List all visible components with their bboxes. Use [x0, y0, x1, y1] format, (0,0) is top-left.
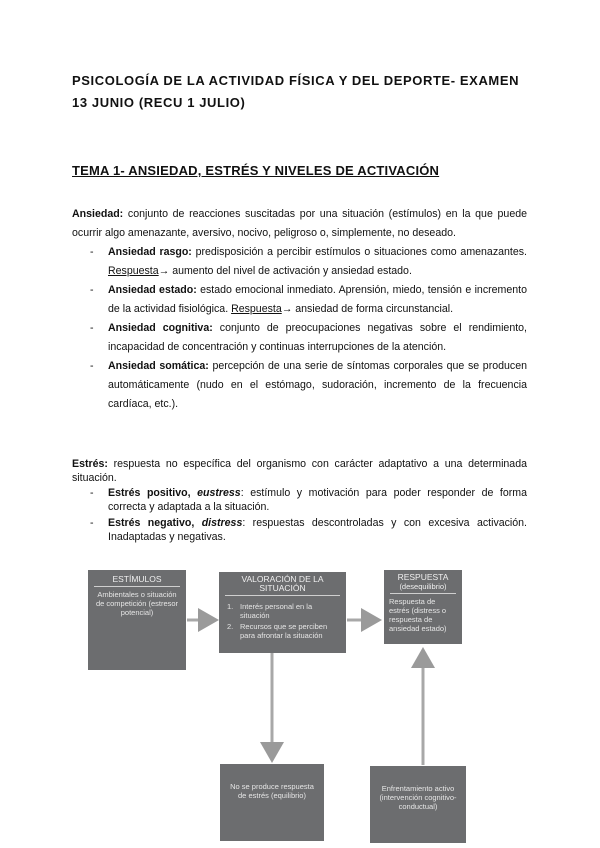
- box-respuesta: [384, 570, 462, 644]
- ansiedad-term: Ansiedad:: [72, 208, 124, 220]
- box-estimulos-body: Ambientales o situación de competición (estresor potencial): [95, 590, 179, 617]
- box-respuesta-subtitle: (desequilibrio): [390, 582, 456, 594]
- box-afrontamiento-body: Enfrentamiento activo (intervención cognitivo-conductual): [379, 784, 457, 811]
- section-heading-tema-1: TEMA 1- ANSIEDAD, ESTRÉS Y NIVELES DE ACTIVACIÓN: [72, 163, 440, 178]
- list-item: - Estrés positivo, eustress: estímulo y motivación para poder responder de forma correcta y adaptada a la situación.: [90, 487, 527, 513]
- list-item: - Ansiedad somática: percepción de una serie de síntomas corporales que se producen automáticamente (nudo en el estómago, sudoración, incremento de la frecuencia cardíaca, etc.).: [90, 360, 527, 410]
- list-item: - Estrés negativo, distress: respuestas descontroladas y con excesiva activación. Inadaptadas y negativas.: [90, 517, 528, 543]
- list-item: 1. Interés personal en la situación: [227, 602, 313, 620]
- estres-term: Estrés:: [72, 458, 108, 470]
- box-respuesta-body: Respuesta de estrés (distress o respuesta de ansiedad estado): [389, 597, 447, 633]
- page-title: PSICOLOGÍA DE LA ACTIVIDAD FÍSICA Y DEL DEPORTE- EXAMEN 13 JUNIO (RECU 1 JULIO): [72, 73, 520, 110]
- box-valoracion-title: VALORACIÓN DE LA SITUACIÓN: [225, 572, 340, 596]
- box-respuesta-title: RESPUESTA: [397, 572, 449, 582]
- box-estimulos: [88, 570, 186, 670]
- box-valoracion: [219, 572, 346, 653]
- box-valoracion-list: [219, 602, 346, 640]
- list-item: - Ansiedad estado: estado emocional inmediato. Aprensión, miedo, tensión e incremento de la actividad fisiológica. Respuesta→ ansiedad de forma circunstancial.: [90, 284, 527, 315]
- list-item: 2. Recursos que se perciben para afrontar la situación: [227, 622, 328, 640]
- box-afrontamiento: [370, 766, 466, 843]
- box-no-respuesta: [220, 764, 324, 841]
- box-estimulos-title: ESTÍMULOS: [94, 570, 180, 587]
- estres-definition-text: respuesta no específica del organismo con carácter adaptativo a una determinada situación.: [72, 458, 527, 484]
- list-item: - Ansiedad rasgo: predisposición a percibir estímulos o situaciones como amenazantes. Respuesta→ aumento del nivel de activación y ansiedad estado.: [90, 246, 527, 277]
- box-no-respuesta-body: No se produce respuesta de estrés (equilibrio): [230, 782, 314, 800]
- list-item: - Ansiedad cognitiva: conjunto de preocupaciones negativas sobre el rendimiento, incapacidad de concentración y continuas interrupciones de la atención.: [90, 322, 527, 353]
- ansiedad-definition-text: conjunto de reacciones suscitadas por una situación (estímulos) en la que puede ocurrir algo amenazante, aversivo, nocivo, peligroso o, simplemente, no deseado.: [72, 208, 527, 239]
